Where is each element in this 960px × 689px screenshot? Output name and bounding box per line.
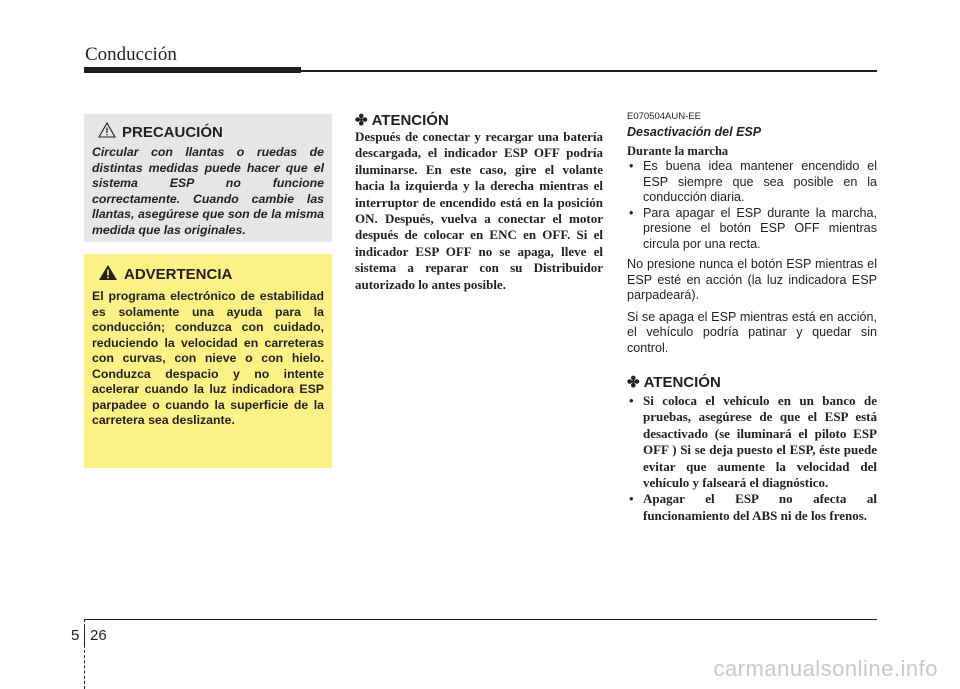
list-item: • Es buena idea mantener encendido el ESP siempre que sea posible en la conducción diaria. xyxy=(627,159,877,206)
attention2-title: ATENCIÓN xyxy=(643,373,721,391)
attention-cross-icon: ✤ xyxy=(627,374,640,391)
caution-box xyxy=(84,114,332,242)
section-code: E070504AUN-EE xyxy=(627,111,701,122)
caution-triangle-icon xyxy=(98,122,116,142)
list-item: • Para apagar el ESP durante la marcha, presione el botón ESP OFF mientras circula por una recta. xyxy=(627,206,877,253)
section-title: Desactivación del ESP xyxy=(627,125,762,139)
attention2-heading xyxy=(627,373,877,391)
section-bullets xyxy=(627,159,877,252)
caution-title: PRECAUCIÓN xyxy=(122,123,223,141)
caution-text: Circular con llantas o ruedas de distintas medidas puede hacer que el sistema ESP no funcione correctamente. Cuando cambie las llantas, asegúrese que son de la misma medida que las originales. xyxy=(92,145,324,237)
warning-triangle-icon xyxy=(98,264,118,285)
section-paragraph: Si se apaga el ESP mientras está en acción, el vehículo podría patinar y quedar sin control. xyxy=(627,309,877,355)
attention-heading xyxy=(355,111,603,129)
list-item: • Apagar el ESP no afecta al funcionamiento del ABS ni de los frenos. xyxy=(627,491,877,524)
page-number: 26 xyxy=(90,627,107,644)
warning-box xyxy=(84,254,332,468)
esp-section-column xyxy=(627,111,877,524)
caution-heading xyxy=(98,122,324,142)
watermark: carmanualsonline.info xyxy=(713,656,938,681)
page-number-separator xyxy=(84,625,85,645)
footer-rule xyxy=(84,619,877,620)
header-rule-thin xyxy=(301,70,877,72)
list-item: • Si coloca el vehículo en un banco de pruebas, asegúrese de que el ESP está desactivado (se iluminará el piloto ESP OFF ) Si se deja puesto el ESP, éste puede evitar que aumente la velocidad del vehículo y falseará el diagnóstico. xyxy=(627,393,877,491)
page-header-title: Conducción xyxy=(85,44,177,65)
warning-title: ADVERTENCIA xyxy=(124,266,233,283)
attention-column xyxy=(355,111,603,293)
attention-text: Después de conectar y recargar una batería descargada, el indicador ESP OFF podría iluminarse. En este caso, gire el volante hacia la izquierda y la derecha mientras el interruptor de encendido está en la posición ON. Después, vuelva a conectar el motor después de colocar en ENC en OFF. Si el indicador ESP OFF no se apaga, lleve el sistema a reparar con su Distribuidor autorizado lo antes posible. xyxy=(355,129,603,292)
section-subtitle: Durante la marcha xyxy=(627,144,729,158)
section-paragraph: No presione nunca el botón ESP mientras el ESP esté en acción (la luz indicadora ESP parpadeará). xyxy=(627,257,877,302)
attention-title: ATENCIÓN xyxy=(371,111,449,129)
attention2-bullets xyxy=(627,393,877,524)
warning-heading xyxy=(98,264,324,285)
attention-cross-icon: ✤ xyxy=(355,112,368,129)
header-rule-thick xyxy=(84,67,301,73)
warning-text: El programa electrónico de estabilidad es solamente una ayuda para la conducción; conduzca con cuidado, reduciendo la velocidad en carreteras con curvas, con nieve o con hielo. Conduzca despacio y no intente acelerar cuando la luz indicadora ESP parpadee o cuando la superficie de la carretera sea deslizante. xyxy=(92,289,324,427)
page-section-number: 5 xyxy=(71,627,80,644)
